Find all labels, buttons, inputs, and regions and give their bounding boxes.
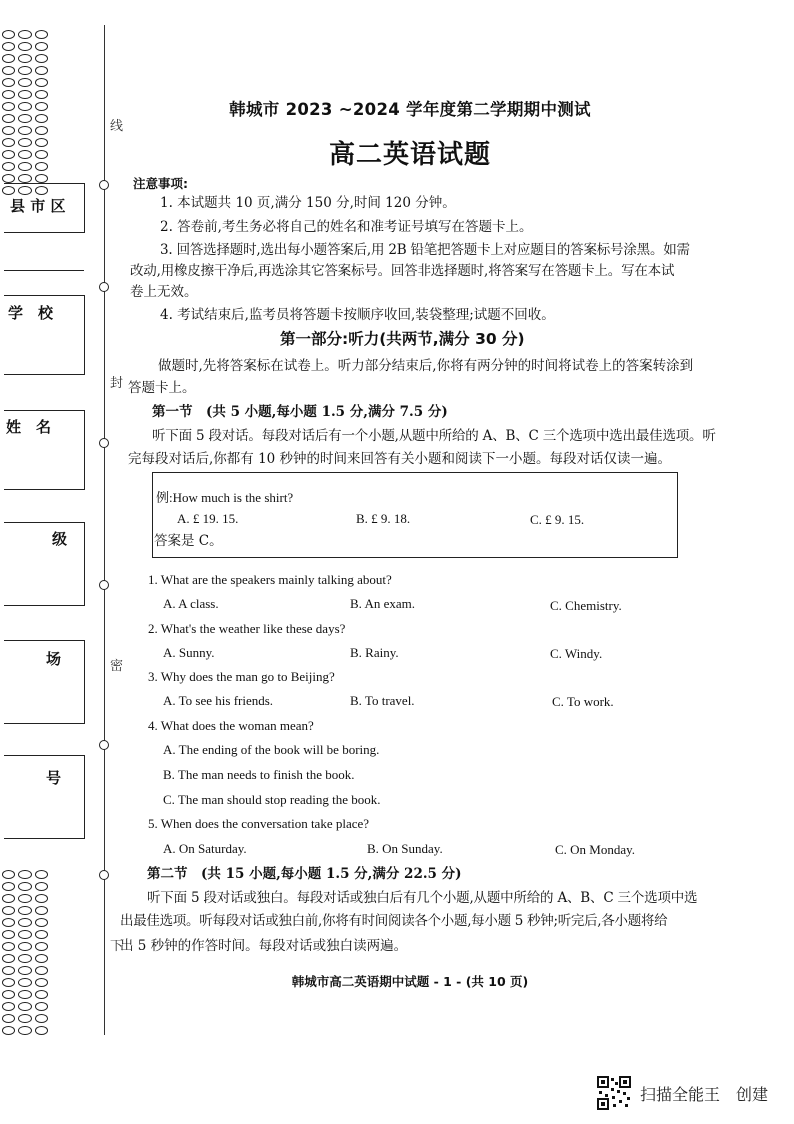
example-option-c: C. £ 9. 15. (530, 512, 585, 527)
fold-word-feng: 封 (110, 376, 124, 391)
fold-line (104, 25, 105, 1035)
field-county-label: 县 市 区 (10, 197, 66, 215)
q3-option-b[interactable]: B. To travel. (350, 693, 415, 708)
field-county-line (4, 270, 84, 271)
example-question: 例:How much is the shirt? (156, 490, 294, 505)
q1-option-a[interactable]: A. A class. (163, 596, 219, 611)
fold-word-mi: 密 (110, 659, 124, 674)
notice-item: 3. 回答选择题时,选出每小题答案后,用 2B 铅笔把答题卡上对应题目的答案标号涂黑。如需 (160, 242, 690, 258)
q3-option-a[interactable]: A. To see his friends. (163, 693, 274, 708)
example-option-b: B. £ 9. 18. (356, 511, 411, 526)
q4-option-b[interactable]: B. The man needs to finish the book. (163, 767, 355, 782)
scanner-watermark: 扫描全能王 创建 (640, 1085, 769, 1104)
fold-dot (99, 438, 109, 448)
fold-dot (99, 740, 109, 750)
q3-option-c[interactable]: C. To work. (552, 694, 614, 709)
q5-option-c[interactable]: C. On Monday. (555, 842, 636, 857)
q4-option-c[interactable]: C. The man should stop reading the book. (163, 792, 381, 807)
question-3: 3. Why does the man go to Beijing? (148, 669, 335, 684)
notice-item: 1. 本试题共 10 页,满分 150 分,时间 120 分钟。 (160, 195, 456, 211)
section1-instructions: 听下面 5 段对话。每段对话后有一个小题,从题中所给的 A、B、C 三个选项中选出最佳选项。听 (152, 428, 716, 444)
notice-item: 改动,用橡皮擦干净后,再选涂其它答案标号。回答非选择题时,将答案写在答题卡上。写在本试 (130, 263, 675, 279)
q2-option-c[interactable]: C. Windy. (550, 646, 603, 661)
fold-word-xian: 线 (110, 119, 124, 134)
binding-holes-top (2, 30, 48, 195)
section1-title: 第一节 (共 5 小题,每小题 1.5 分,满分 7.5 分) (152, 404, 448, 420)
question-5: 5. When does the conversation take place? (148, 816, 370, 831)
field-school-label: 学 校 (8, 304, 54, 322)
notice-heading: 注意事项: (133, 176, 188, 191)
notice-item: 2. 答卷前,考生务必将自己的姓名和准考证号填写在答题卡上。 (160, 219, 533, 235)
binding-holes-bottom (2, 870, 48, 1035)
q5-option-a[interactable]: A. On Saturday. (163, 841, 247, 856)
notice-item: 4. 考试结束后,监考员将答题卡按顺序收回,装袋整理;试题不回收。 (160, 307, 555, 323)
q1-option-b[interactable]: B. An exam. (350, 596, 415, 611)
part1-title: 第一部分:听力(共两节,满分 30 分) (280, 330, 525, 348)
notice-item: 卷上无效。 (130, 284, 198, 300)
field-number-label: 号 (46, 769, 62, 787)
q5-option-b[interactable]: B. On Sunday. (367, 841, 443, 856)
qr-code-icon (597, 1076, 631, 1110)
example-option-a: A. £ 19. 15. (177, 511, 239, 526)
example-answer: 答案是 C。 (154, 533, 223, 549)
section2-title: 第二节 (共 15 小题,每小题 1.5 分,满分 22.5 分) (147, 866, 462, 882)
fold-dot (99, 870, 109, 880)
fold-dot (99, 282, 109, 292)
section2-instructions: 听下面 5 段对话或独白。每段对话或独白后有几个小题,从题中所给的 A、B、C 三个选项中选 (147, 890, 698, 906)
question-4: 4. What does the woman mean? (148, 718, 314, 733)
section1-instructions: 完每段对话后,你都有 10 秒钟的时间来回答有关小题和阅读下一小题。每段对话仅读一遍。 (128, 451, 672, 467)
q2-option-a[interactable]: A. Sunny. (163, 645, 215, 660)
section2-instructions: 出最佳选项。听每段对话或独白前,你将有时间阅读各个小题,每小题 5 秒钟;听完后,各小题将给 (120, 913, 668, 929)
q4-option-a[interactable]: A. The ending of the book will be boring. (163, 742, 380, 757)
part1-intro: 答题卡上。 (128, 380, 196, 396)
question-2: 2. What's the weather like these days? (148, 621, 346, 636)
field-room-box[interactable] (4, 640, 85, 724)
field-room-label: 场 (46, 650, 62, 668)
field-number-box[interactable] (4, 755, 85, 839)
page-footer: 韩城市高二英语期中试题 - 1 - (共 10 页) (291, 974, 529, 989)
exam-title: 韩城市 2023 ~2024 学年度第二学期期中测试 (229, 100, 591, 119)
question-1: 1. What are the speakers mainly talking about? (148, 572, 392, 587)
fold-dot (99, 180, 109, 190)
section2-instructions: 出 5 秒钟的作答时间。每段对话或独白读两遍。 (120, 938, 408, 954)
fold-word-xia: 下 (110, 939, 124, 954)
part1-intro: 做题时,先将答案标在试卷上。听力部分结束后,你将有两分钟的时间将试卷上的答案转涂到 (158, 358, 694, 374)
subject-title: 高二英语试题 (328, 140, 491, 170)
field-class-box[interactable] (4, 522, 85, 606)
q1-option-c[interactable]: C. Chemistry. (550, 598, 622, 613)
field-name-label: 姓 名 (6, 418, 52, 436)
fold-dot (99, 580, 109, 590)
field-class-label: 级 (52, 530, 68, 548)
q2-option-b[interactable]: B. Rainy. (350, 645, 399, 660)
